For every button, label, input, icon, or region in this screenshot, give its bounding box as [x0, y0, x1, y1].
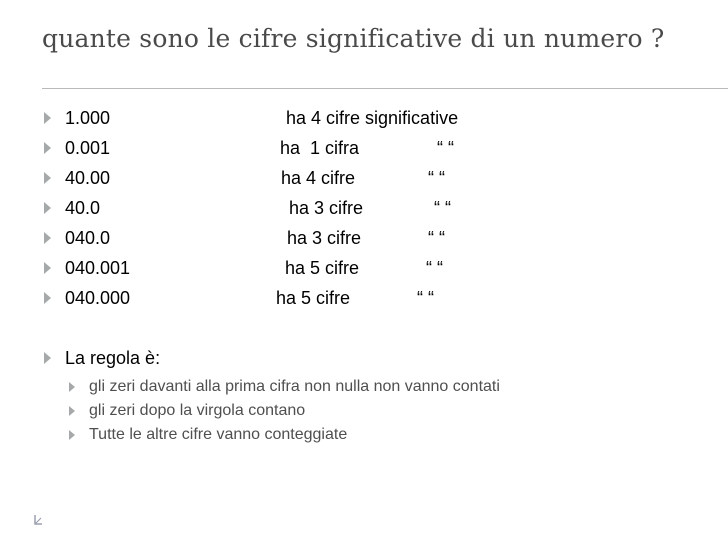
- triangle-bullet-icon: [44, 202, 51, 214]
- triangle-bullet-icon: [44, 262, 51, 274]
- row-description: ha 4 cifre significative: [286, 108, 459, 128]
- triangle-bullet-icon: [44, 172, 51, 184]
- row-ditto: “ “: [417, 288, 434, 308]
- slide-title: quante sono le cifre significative di un numero ?: [42, 24, 665, 53]
- row-number: 1.000: [65, 108, 111, 128]
- triangle-bullet-icon: [69, 430, 75, 440]
- row-number: 40.00: [65, 168, 111, 188]
- rule-item: gli zeri davanti alla prima cifra non nulla non vanno contati: [89, 378, 500, 395]
- triangle-bullet-icon: [44, 352, 51, 364]
- title-divider: [42, 88, 728, 89]
- triangle-bullet-icon: [44, 292, 51, 304]
- row-ditto: “ “: [437, 138, 454, 158]
- triangle-bullet-icon: [44, 142, 51, 154]
- row-description: ha 5 cifre: [285, 258, 360, 278]
- row-number: 040.001: [65, 258, 131, 278]
- slide-corner-arrow-icon: [33, 514, 43, 526]
- rule-item: Tutte le altre cifre vanno conteggiate: [89, 426, 348, 443]
- row-description: ha 4 cifre: [281, 168, 356, 188]
- row-description: ha 1 cifra: [280, 138, 360, 158]
- row-number: 40.0: [65, 198, 101, 218]
- row-ditto: “ “: [434, 198, 451, 218]
- row-description: ha 5 cifre: [276, 288, 351, 308]
- triangle-bullet-icon: [44, 112, 51, 124]
- triangle-bullet-icon: [44, 232, 51, 244]
- rule-item: gli zeri dopo la virgola contano: [89, 402, 306, 419]
- row-number: 0.001: [65, 138, 111, 158]
- row-description: ha 3 cifre: [289, 198, 364, 218]
- row-number: 040.0: [65, 228, 111, 248]
- rule-heading: La regola è:: [65, 348, 161, 368]
- row-number: 040.000: [65, 288, 131, 308]
- triangle-bullet-icon: [69, 382, 75, 392]
- row-description: ha 3 cifre: [287, 228, 362, 248]
- triangle-bullet-icon: [69, 406, 75, 416]
- row-ditto: “ “: [426, 258, 443, 278]
- row-ditto: “ “: [428, 228, 445, 248]
- row-ditto: “ “: [428, 168, 445, 188]
